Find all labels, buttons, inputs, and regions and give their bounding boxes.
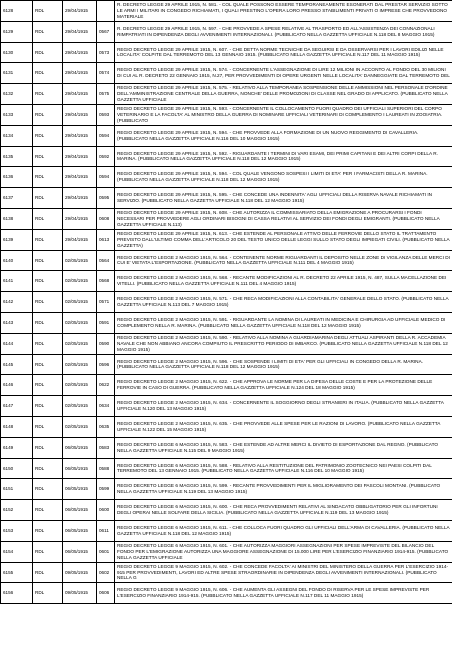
table-row: [1, 125, 452, 146]
act-date: 02/05/1915: [63, 271, 97, 292]
act-description: [115, 125, 452, 146]
record-number: 6139: [1, 229, 33, 250]
record-number: 6154: [1, 541, 33, 562]
page-number: 0573: [97, 42, 115, 63]
act-description: [115, 1, 452, 22]
page-number: 0602: [97, 562, 115, 583]
act-description-text: REGIO DECRETO LEGGE 29 APRILE 1915, N. 592. - RIGUARDANTE I TERMINI DI VARI ESAMI, DEI PRIMI CAPITANI E DEI ALTRI CORPI DELLA R. MARINA. (PUBBLICATO NELLA GAZZETTA UFFICIALE N.118 DEL 12 MAGGIO 1915): [117, 150, 438, 162]
act-type: RDL: [33, 333, 63, 354]
page-number: 0606: [97, 583, 115, 604]
act-type: RDL: [33, 354, 63, 375]
act-type: RDL: [33, 312, 63, 333]
act-date: 02/05/1915: [63, 375, 97, 396]
table-row: [1, 520, 452, 541]
act-date: 29/04/1915: [63, 208, 97, 229]
table-row: [1, 42, 452, 63]
page-number: 0588: [97, 458, 115, 479]
act-date: 02/05/1915: [63, 354, 97, 375]
record-number: 6140: [1, 250, 33, 271]
page-number: 0596: [97, 354, 115, 375]
act-description: [115, 208, 452, 229]
act-description: [115, 479, 452, 500]
act-type: RDL: [33, 84, 63, 105]
page-number: 0622: [97, 375, 115, 396]
act-type: RDL: [33, 42, 63, 63]
record-number: 6143: [1, 312, 33, 333]
act-description-text: REGIO DECRETO LEGGE 2 MAGGIO 1915, N. 591. - RIGUARDANTE LA NOMINA DI LAUREATI IN MEDICINA E CHIRURGIA AD UFFICIALE MEDICO DI COMPLEMENTO NELLA R. MARINA. (PUBBLICATO NELLA GAZZETTA UFFICIALE N.118 DEL 12 MAGGIO 1915): [117, 317, 446, 328]
page-number: 0634: [97, 396, 115, 417]
record-number: 6142: [1, 292, 33, 313]
act-description: [115, 416, 452, 437]
act-date: 06/05/1915: [63, 479, 97, 500]
act-type: RDL: [33, 271, 63, 292]
act-description-text: REGIO DECRETO LEGGE 29 APRILE 1915, N. 575. - RELATIVO ALLA TEMPORANEA SOSPENSIONE DELLE AMMISSIONI NEL PERSONALE D'ORDINE DELL'AMMINISTRAZIONE CENTRALE DELLA GUERRA, NONCHE' DELLE PROMOZIONI DI CLASSE NEL GRADO DI APPLICATO. (PUBBLICATO NELLA GAZZETTA UFFICIALE: [117, 85, 448, 102]
act-description: [115, 583, 452, 604]
act-description: [115, 375, 452, 396]
table-row: [1, 167, 452, 188]
act-type: RDL: [33, 500, 63, 521]
record-number: 6131: [1, 63, 33, 84]
table-row: [1, 188, 452, 209]
act-date: 06/05/1915: [63, 520, 97, 541]
table-row: [1, 271, 452, 292]
record-number: 6155: [1, 562, 33, 583]
act-date: 02/05/1915: [63, 416, 97, 437]
act-description: [115, 354, 452, 375]
act-type: RDL: [33, 188, 63, 209]
act-type: RDL: [33, 396, 63, 417]
act-description-text: REGIO DECRETO LEGGE 6 MAGGIO 1915, N. 601. - CHE AUTORIZZA MAGGIORI ASSEGNAZIONI PER SPESE IMPREVISTE DEL BILANCIO DEL FONDO PER L'EMIGRAZIONE AUTORIZZA UNA MAGGIORE ASSEGNAZIONE DI 15.000 LIRE PER L'ESERCIZIO FINANZIARIO 1914-915. (PUBBLICATO NELLA GAZZETTA UFFICIALE: [117, 542, 449, 560]
act-date: 29/04/1915: [63, 21, 97, 42]
act-type: RDL: [33, 167, 63, 188]
table-row: [1, 84, 452, 105]
table-row: [1, 416, 452, 437]
table-row: [1, 312, 452, 333]
act-description: [115, 458, 452, 479]
act-description-text: REGIO DECRETO LEGGE 6 MAGGIO 1915, N. 583. - CHE ESTENDE AD ALTRE MERCI IL DIVIETO DI ESPORTAZIONE DAL REGNO. (PUBBLICATO NELLA GAZZETTA UFFICIALE N.115 DEL 9 MAGGIO 1915): [117, 441, 439, 453]
act-description: [115, 292, 452, 313]
act-description-text: REGIO DECRETO LEGGE 29 APRILE 1915, N. 594. - COL QUALE VENGONO SOSPESI I LIMITI DI ETA' PER I FARMACISTI DELLA R. MARINA. (PUBBLICATO NELLA GAZZETTA UFFICIALE N.118 DEL 12 MAGGIO 1915): [117, 171, 428, 183]
table-row: [1, 250, 452, 271]
act-date: 29/04/1915: [63, 42, 97, 63]
act-description: [115, 437, 452, 458]
act-description-text: REGIO DECRETO LEGGE 6 MAGGIO 1915, N. 611. - CHE COLLOCA FUORI QUADRO GLI UFFICIALI DELL'ARMA DI CAVALLERIA. (PUBBLICATO NELLA GAZZETTA UFFICIALE N.118 DEL 12 MAGGIO 1915): [117, 525, 450, 536]
record-number: 6141: [1, 271, 33, 292]
act-type: RDL: [33, 583, 63, 604]
act-description-text: REGIO DECRETO LEGGE 2 MAGGIO 1915, N. 622. - CHE APPROVA LE NORME PER LA DIFESA DELLE COSTE E PER LA PROTEZIONE DELLE FERROVIE IN CASO DI GUERRA. (PUBBLICATO NELLA GAZZETTA UFFICIALE N.124 DEL 18 MAGGIO 1915): [117, 379, 433, 391]
record-number: 6128: [1, 1, 33, 22]
act-description-text: REGIO DECRETO LEGGE 2 MAGGIO 1915, N. 596. - CHE SOSPENDE I LIMITI DI ETA' PER GLI UFFICIALI IN CONGEDO DELLA R. MARINA. (PUBBLICATO NELLA GAZZETTA UFFICIALE N.118 DEL 12 MAGGIO 1915): [117, 358, 424, 370]
act-description-text: REGIO DECRETO LEGGE 29 APRILE 1915, N. 594. - CHE PROVVEDE ALLA FORMAZIONE DI UN NUOVO REGGIMENTO DI CAVALLERIA. (PUBBLICATO NELLA GAZZETTA UFFICIALE N.116 DEL 10 MAGGIO 1915): [117, 129, 419, 141]
act-description-text: R. DECRETO LEGGE 29 APRILE 1915, N. 581. - COL QUALE POSSONO ESSERE TEMPORANEAMENTE ESONERATI DAL PRESTAR SERVIZIO SOTTO LE ARMI I MILITARI IN CONGEDO RICHIAMATI, I QUALI PRESTINO L'OPERA LORO PRESSO STABILIMENTI PRIVATI O IMPRESE CHE PROVVEDONO MATERIALE: [117, 2, 448, 19]
page-number: 0571: [97, 292, 115, 313]
table-row: [1, 208, 452, 229]
act-date: 29/04/1915: [63, 188, 97, 209]
act-date: 29/04/1915: [63, 104, 97, 125]
table-row: [1, 146, 452, 167]
record-number: 6151: [1, 479, 33, 500]
act-date: 06/05/1915: [63, 500, 97, 521]
page-number: 0590: [97, 333, 115, 354]
record-number: 6136: [1, 167, 33, 188]
act-description: [115, 541, 452, 562]
table-row: [1, 63, 452, 84]
table-row: [1, 479, 452, 500]
act-type: RDL: [33, 125, 63, 146]
act-date: 06/05/1915: [63, 541, 97, 562]
act-description: [115, 84, 452, 105]
act-date: 29/04/1915: [63, 63, 97, 84]
act-type: RDL: [33, 458, 63, 479]
page-number: 0611: [97, 520, 115, 541]
table-row: [1, 583, 452, 604]
record-number: 6153: [1, 520, 33, 541]
act-description-text: REGIO DECRETO LEGGE 29 APRILE 1915, N. 593. - CONCERNENTE IL COLLOCAMENTO FUORI QUADRO DEI UFFICIALI SUPERIORI DEL CORPO VETERINARIO E LA FACOLTA' AL MINISTRO DELLA GUERRA DI NOMINARE UFFICIALI VETERINARI DI COMPLEMENTO I LAUREATI IN ZOOIATRIA. (PUBBLICATO: [117, 106, 443, 123]
act-description-text: REGIO DECRETO LEGGE 2 MAGGIO 1915, N. 590. - RELATIVO ALLA NOMINA A GUARDIAMARINA DEGLI ATTUALI ASPIRANTI DELLA R. ACCADEMIA NAVALE CHE NON ABBIANO ANCORA COMPIUTO IL PRESCRITTO PERIODO DI IMBARCO. (PUBBLICATO NELLA GAZZETTA UFFICIALE N.118 DEL 12 MAGGIO 1915): [117, 334, 448, 352]
act-description-text: R. DECRETO LEGGE 29 APRILE 1915, N. 597. - CHE PROVVEDE A SPESE RELATIVE AL TRASPORTO ED ALL'ASSISTENZA DEI CONNAZIONALI RIMPATRIATI IN DIPENDENZA DEGLI AVVENIMENTI INTERNAZIONALI. (PUBBLICATO NELLA GAZZETTA UFFICIALE N.118 DEL 8 MAGGIO 1915): [117, 25, 435, 37]
record-number: 6147: [1, 396, 33, 417]
page-number: 0574: [97, 63, 115, 84]
record-number: 6129: [1, 21, 33, 42]
act-description: [115, 167, 452, 188]
page-number: 0601: [97, 541, 115, 562]
act-date: 09/05/1915: [63, 583, 97, 604]
act-description: [115, 562, 452, 583]
table-row: [1, 354, 452, 375]
act-description-text: REGIO DECRETO LEGGE 29 APRILE 1915, N. 608. - CHE AUTORIZZA IL COMMISSARIATO DELLA EMIGRAZIONE A PROCURARSI I FONDI NECESSARI PER PROVVEDERE AGLI ORDINARI BISOGNI DI CASSA RELATIVI AL SERVIZIO DEI FONDI DEGLI EMIGRANTI. (PUBBLICATO NELLA GAZZETTA UFFICIALE N.113): [117, 210, 440, 227]
page-number: 0594: [97, 167, 115, 188]
act-type: RDL: [33, 104, 63, 125]
act-type: RDL: [33, 520, 63, 541]
table-row: [1, 292, 452, 313]
act-description: [115, 500, 452, 521]
table-row: [1, 229, 452, 250]
act-date: 29/04/1915: [63, 167, 97, 188]
act-description: [115, 104, 452, 125]
act-type: RDL: [33, 437, 63, 458]
page-number: [97, 1, 115, 22]
act-date: 06/05/1915: [63, 458, 97, 479]
record-number: 6148: [1, 416, 33, 437]
act-type: RDL: [33, 208, 63, 229]
record-number: 6134: [1, 125, 33, 146]
table-row: [1, 396, 452, 417]
record-number: 6152: [1, 500, 33, 521]
act-description-text: REGIO DECRETO LEGGE 2 MAGGIO 1915, N. 634. - CONCERNENTE IL SOGGIORNO DEGLI STRANIERI IN ITALIA. (PUBBLICATO NELLA GAZZETTA UFFICIALE N.120 DEL 13 MAGGIO 1915): [117, 400, 444, 412]
record-number: 6146: [1, 375, 33, 396]
act-date: 02/05/1915: [63, 250, 97, 271]
act-description-text: REGIO DECRETO LEGGE 6 MAGGIO 1915, N. 599. - RECANTE PROVVEDIMENTI PER IL MIGLIORAMENTO DEI PASCOLI MONTANI. (PUBBLICATO NELLA GAZZETTA UFFICIALE N.119 DEL 13 MAGGIO 1915): [117, 483, 441, 495]
page-number: 0568: [97, 271, 115, 292]
act-description: [115, 229, 452, 250]
record-number: 6137: [1, 188, 33, 209]
page-number: 0593: [97, 104, 115, 125]
page-number: 0600: [97, 500, 115, 521]
act-type: RDL: [33, 63, 63, 84]
act-description-text: REGIO DECRETO LEGGE 2 MAGGIO 1915, N. 635. - CHE PROVVEDE ALLE SPESE PER LE RAZIONI DI LAVORO. (PUBBLICATO NELLA GAZZETTA UFFICIALE N.122 DEL 15 MAGGIO 1915): [117, 421, 441, 432]
act-description: [115, 146, 452, 167]
act-date: 29/04/1915: [63, 146, 97, 167]
table-row: [1, 541, 452, 562]
record-number: 6132: [1, 84, 33, 105]
record-number: 6145: [1, 354, 33, 375]
act-description: [115, 520, 452, 541]
act-type: RDL: [33, 292, 63, 313]
act-date: 29/04/1915: [63, 229, 97, 250]
decree-table-body: [1, 1, 452, 604]
act-description-text: REGIO DECRETO LEGGE 2 MAGGIO 1915, N. 568. - RECANTE MODIFICAZIONI AL R. DECRETO 22 APRILE 1915, N. 487, SULLA MACELLAZIONE DEI VITELLI. (PUBBLICATO NELLA GAZZETTA UFFICIALE N.111 DEL 4 MAGGIO 1915): [117, 275, 447, 287]
act-type: RDL: [33, 479, 63, 500]
record-number: 6135: [1, 146, 33, 167]
act-description: [115, 188, 452, 209]
act-date: 29/04/1915: [63, 1, 97, 22]
page-number: 0608: [97, 208, 115, 229]
record-number: 6156: [1, 583, 33, 604]
act-type: RDL: [33, 229, 63, 250]
table-row: [1, 500, 452, 521]
act-description-text: REGIO DECRETO LEGGE 6 MAGGIO 1915, N. 588. - RELATIVO ALLA RESTITUZIONE DEL PATRIMONIO ZOOTECNICO NEI PAESI COLPITI DAL TERREMOTO DEL 13 GENNAIO 1915. (PUBBLICATO NELLA GAZZETTA UFFICIALE N.116 DEL 10 MAGGIO 1915): [117, 462, 432, 474]
act-description-text: REGIO DECRETO LEGGE 2 MAGGIO 1915, N. 571. - CHE RECA MODIFICAZIONI ALLA CONTABILITA' GENERALE DELLO STATO. (PUBBLICATO NELLA GAZZETTA UFFICIALE N.113 DEL 7 MAGGIO 1915): [117, 296, 449, 308]
act-type: RDL: [33, 416, 63, 437]
page-number: 0591: [97, 312, 115, 333]
page-number: 0583: [97, 437, 115, 458]
page-number: 0594: [97, 125, 115, 146]
record-number: 6130: [1, 42, 33, 63]
record-number: 6138: [1, 208, 33, 229]
act-date: 02/05/1915: [63, 333, 97, 354]
act-date: 02/05/1915: [63, 292, 97, 313]
act-description-text: REGIO DECRETO LEGGE 9 MAGGIO 1915, N. 606. - CHE AUMENTA GLI ASSEGNI DEL FONDO DI RISERVA PER LE SPESE IMPREVISTE PER L'ESERCIZIO FINANZIARIO 1914-915. (PUBBLICATO NELLA GAZZETTA UFFICIALE N.117 DEL 11 MAGGIO 1915): [117, 587, 430, 599]
act-type: RDL: [33, 1, 63, 22]
act-description-text: REGIO DECRETO LEGGE 29 APRILE 1915, N. 607. - CHE DETTA NORME TECNICHE DA SEGUIRSI E DA OSSERVARSI PER I LAVORI EDILIZI NELLE LOCALITA' COLPITE DAL TERREMOTO DEL 13 GENNAIO 1915. (PUBBLICATO NELLA GAZZETTA UFFICIALE N.117 DEL 11 MAGGIO 1915): [117, 46, 444, 58]
act-description-text: REGIO DECRETO LEGGE 9 MAGGIO 1915, N. 602. - CHE CONCEDE FACOLTA' AI MINISTRI DEL MINISTERO DELLA GUERRA PER L'ESERCIZIO 1914-915 PER PROVVEDIMENTI, LAVORI ED ALTRE SPESE STRAORDINARIE IN DIPENDENZA DEGLI AVVENIMENTI INTERNAZIONALI. (PUBBLICATO NELLA G: [117, 563, 449, 581]
page-number: 0567: [97, 21, 115, 42]
table-row: [1, 375, 452, 396]
page-number: 0613: [97, 229, 115, 250]
act-type: RDL: [33, 250, 63, 271]
act-description-text: REGIO DECRETO LEGGE 29 APRILE 1915, N. 595. - CHE CONCEDE UNA INDENNITA' AGLI UFFICIALI DELLA RISERVA NAVALE RICHIAMATI IN SERVIZIO. (PUBBLICATO NELLA GAZZETTA UFFICIALE N.118 DEL 12 MAGGIO 1915): [117, 192, 433, 204]
table-row: [1, 333, 452, 354]
act-description-text: REGIO DECRETO LEGGE 29 APRILE 1915, N. 574. - CONCERNENTE L'ASSEGNAZIONE DI LIRE 12 MILIONI IN ACCONTO AL FONDO DEL 30 MILIONI DI CUI AL R. DECRETO 22 GENNAIO 1915, N.27, PER PROVVEDIMENTI DI OPERE URGENTI NELLE LOCALITA' DANNEGGIATE DAL TERREMOTO DEL: [117, 67, 450, 79]
act-description-text: REGIO DECRETO LEGGE 2 MAGGIO 1915, N. 564. - CONTENENTE NORME RIGUARDANTI IL DEPOSITO NELLE ZONE DI VIGILANZA DELLE MERCI DI CUI E' VIETATA L'ESPORTAZIONE. (PUBBLICATO NELLA GAZZETTA UFFICIALE N.111 DEL 4 MAGGIO 1915): [117, 254, 450, 266]
act-description: [115, 271, 452, 292]
act-description: [115, 250, 452, 271]
table-row: [1, 1, 452, 22]
act-type: RDL: [33, 541, 63, 562]
act-type: RDL: [33, 146, 63, 167]
act-date: 02/05/1915: [63, 312, 97, 333]
act-date: 29/04/1915: [63, 125, 97, 146]
record-number: 6133: [1, 104, 33, 125]
table-row: [1, 458, 452, 479]
act-type: RDL: [33, 21, 63, 42]
table-row: [1, 21, 452, 42]
act-description-text: REGIO DECRETO LEGGE 29 APRILE 1915, N. 613. - CHE ESTENDE AL PERSONALE ATTIVO DELLE FERROVIE DELLO STATO IL TRATTAMENTO PREVISTO DALL'ULTIMO COMMA DELL'ARTICOLO 20 DEL TESTO UNICO DELLE LEGGI SULLO STATO DEGLI IMPIEGATI CIVILI. (PUBBLICATO NELLA GAZZETTA): [117, 230, 450, 248]
page-number: 0575: [97, 84, 115, 105]
act-description: [115, 396, 452, 417]
page-number: 0599: [97, 479, 115, 500]
act-date: 09/05/1915: [63, 562, 97, 583]
act-description: [115, 63, 452, 84]
act-description: [115, 333, 452, 354]
act-description: [115, 21, 452, 42]
record-number: 6150: [1, 458, 33, 479]
act-date: 02/05/1915: [63, 396, 97, 417]
act-type: RDL: [33, 375, 63, 396]
page-number: 0635: [97, 416, 115, 437]
page-number: 0564: [97, 250, 115, 271]
table-row: [1, 562, 452, 583]
page-number: 0595: [97, 188, 115, 209]
table-row: [1, 104, 452, 125]
act-date: 29/04/1915: [63, 84, 97, 105]
record-number: 6144: [1, 333, 33, 354]
act-description: [115, 312, 452, 333]
act-date: 06/05/1915: [63, 437, 97, 458]
table-row: [1, 437, 452, 458]
record-number: 6149: [1, 437, 33, 458]
act-description-text: REGIO DECRETO LEGGE 6 MAGGIO 1915, N. 600. - CHE RECA PROVVEDIMENTI RELATIVI AL SINDACATO OBBLIGATORIO PER GLI INFORTUNI DEGLI OPERAI NELLE SOLFARE DELLA SICILIA. (PUBBLICATO NELLA GAZZETTA UFFICIALE N.119 DEL 13 MAGGIO 1915): [117, 504, 438, 516]
act-description: [115, 42, 452, 63]
act-type: RDL: [33, 562, 63, 583]
page-number: 0592: [97, 146, 115, 167]
